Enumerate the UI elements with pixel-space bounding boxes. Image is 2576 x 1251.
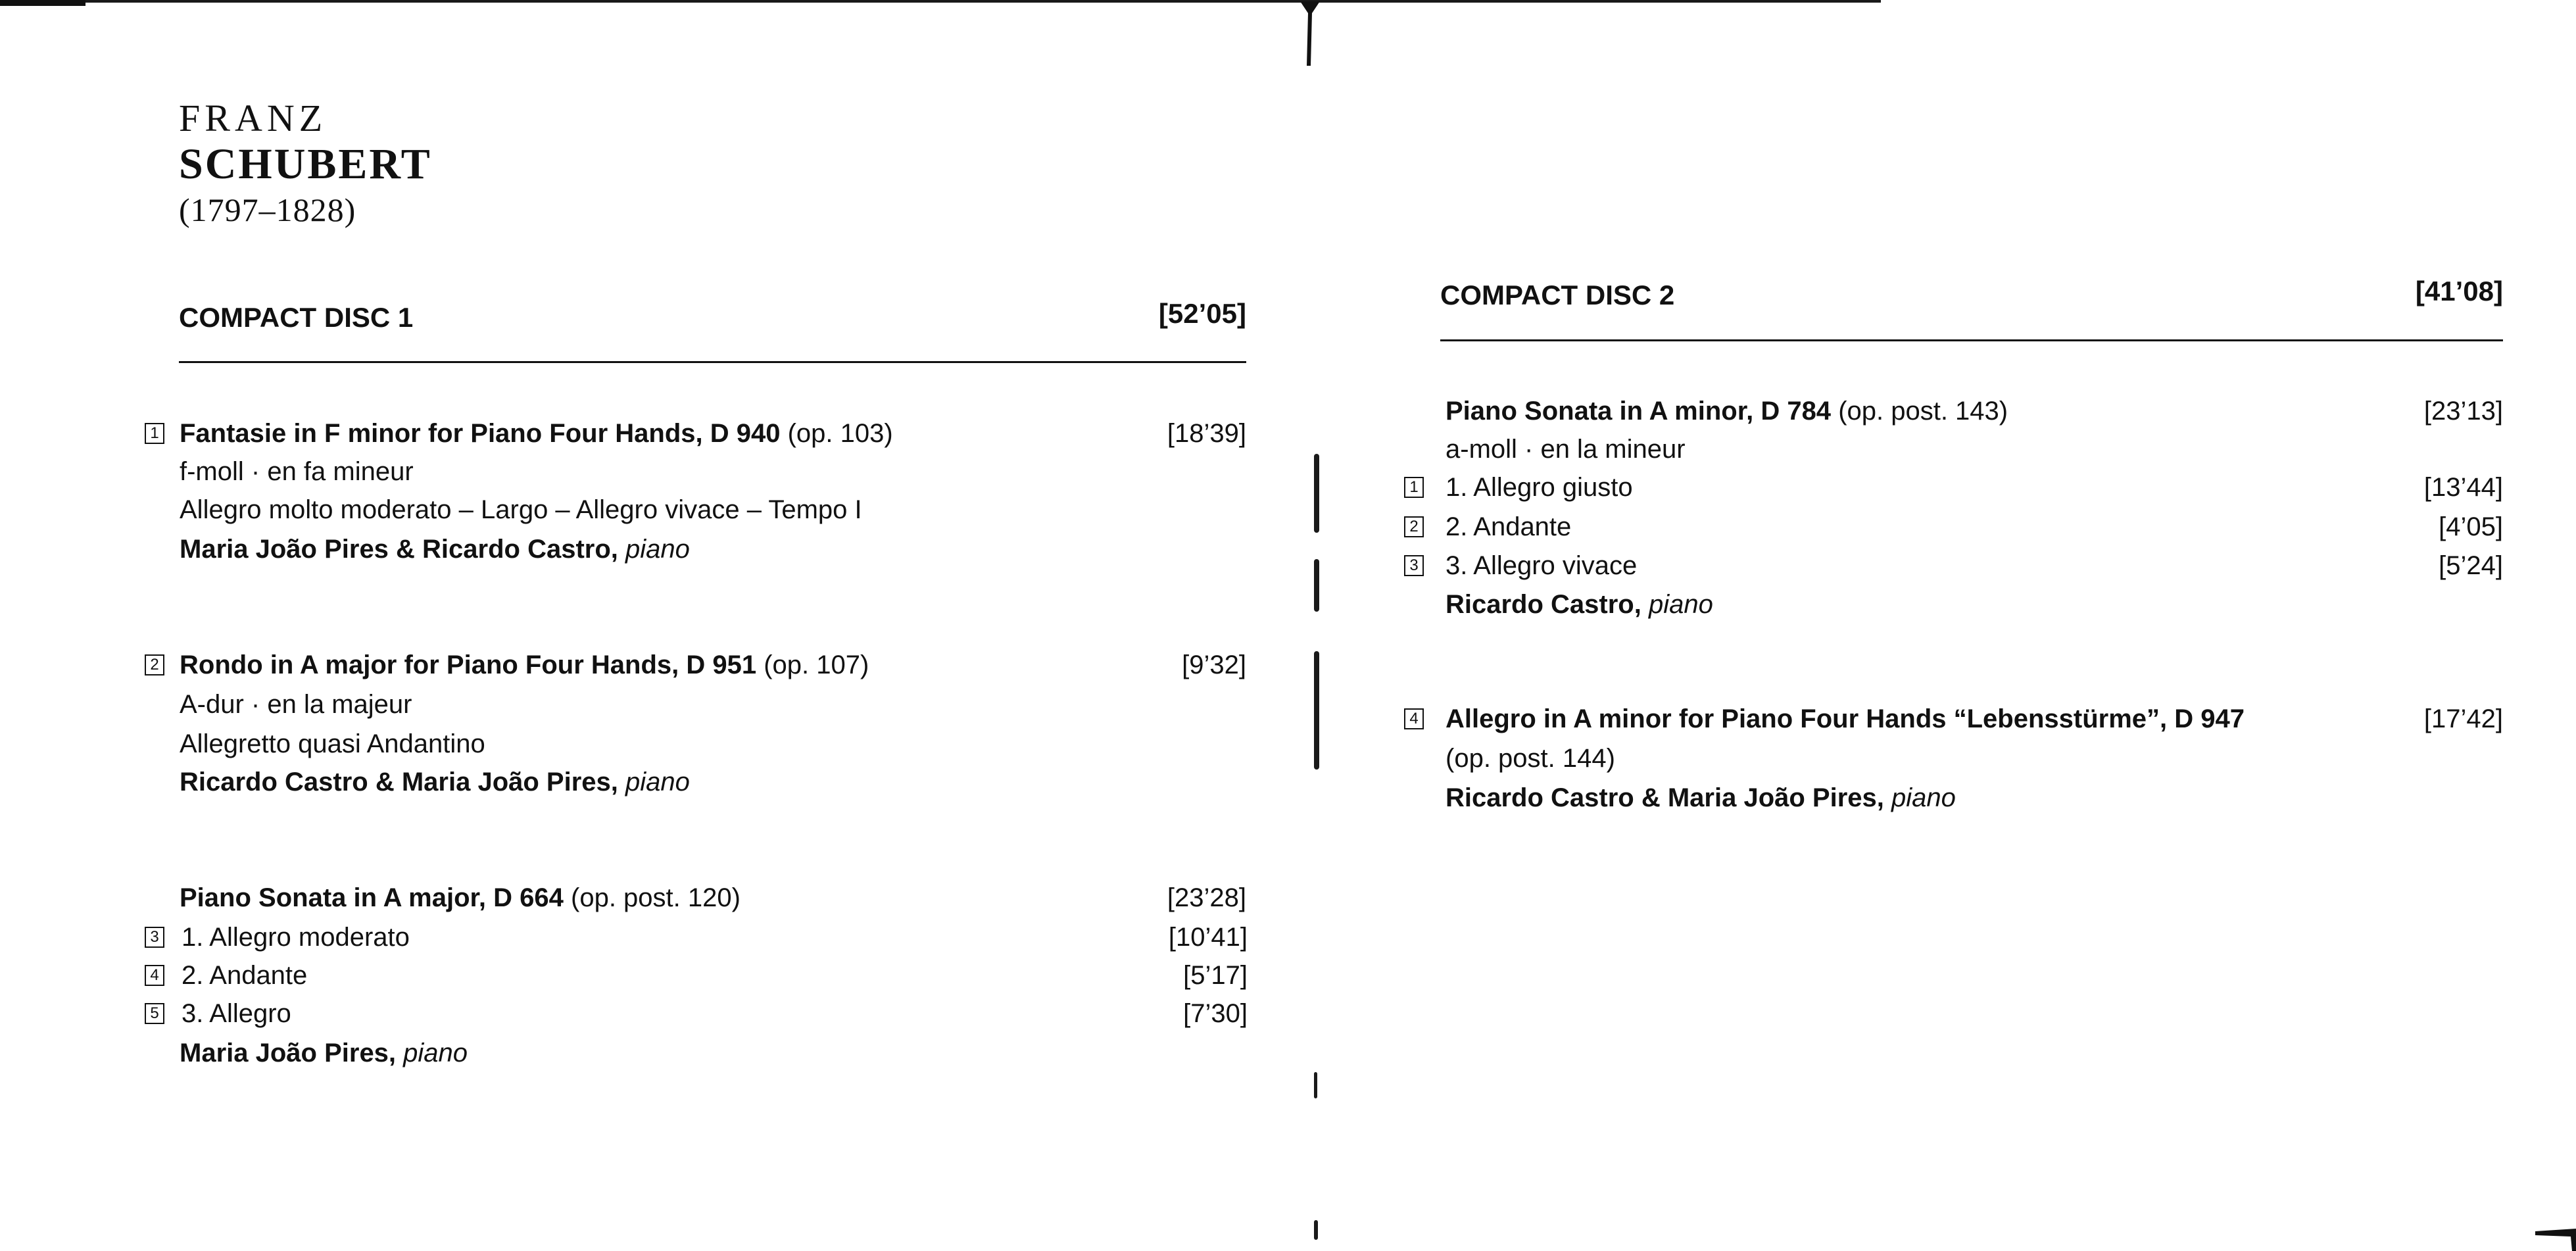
disc1-total: [52’05]	[1158, 298, 1246, 329]
performers: Ricardo Castro,	[1446, 590, 1641, 619]
work-tempo: Allegretto quasi Andantino	[180, 729, 485, 758]
disc1-rule	[179, 361, 1246, 363]
movement-label: 2. Andante	[182, 961, 308, 990]
work-title-line	[180, 881, 741, 914]
work-opus: (op. post. 120)	[571, 883, 741, 912]
work-duration: [23’13]	[2423, 397, 2503, 426]
work-title: Piano Sonata in A major, D 664	[180, 883, 564, 912]
composer-block	[179, 95, 432, 232]
work-duration: [23’28]	[1167, 883, 1246, 912]
work-title	[1446, 702, 2245, 735]
work-performers-line	[1446, 781, 1956, 814]
movement-duration: [4’05]	[2439, 512, 2503, 541]
work-duration: [9’32]	[1182, 650, 1246, 679]
fold-mark	[1314, 1220, 1318, 1240]
composer-last-name: SCHUBERT	[179, 140, 432, 188]
work-title: Piano Sonata in A minor, D 784	[1446, 397, 1832, 426]
instrument: piano	[403, 1039, 468, 1067]
track-number-box: 2	[1404, 516, 1424, 537]
composer-dates: (1797–1828)	[179, 191, 356, 228]
work-key: a-moll · en la mineur	[1446, 435, 1686, 464]
work-performers-line	[180, 533, 690, 566]
corner-mark	[2535, 1229, 2576, 1251]
movement-label: 1. Allegro giusto	[1446, 473, 1633, 502]
work-performers-line	[1446, 588, 1713, 621]
work-title-line	[180, 649, 869, 681]
work-performers-line	[180, 1037, 468, 1069]
movement-duration: [13’44]	[2423, 473, 2503, 502]
track-number-box: 4	[145, 965, 164, 986]
work-title-text: Allegro in A minor for Piano Four Hands “Lebensstürme”, D 947	[1446, 704, 2245, 733]
work-duration: [17’42]	[2423, 704, 2503, 733]
instrument: piano	[1648, 590, 1713, 619]
performers: Maria João Pires,	[180, 1039, 397, 1067]
track-number-box: 1	[1404, 477, 1424, 498]
work-key: f-moll · en fa mineur	[180, 457, 414, 486]
work-title: Fantasie in F minor for Piano Four Hands, D 940	[180, 419, 781, 448]
track-number-box: 3	[145, 927, 164, 948]
fold-mark	[1314, 454, 1319, 533]
work-tempo: Allegro molto moderato – Largo – Allegro vivace – Tempo I	[180, 495, 862, 524]
scan-edge	[0, 0, 1881, 3]
track-number-box: 1	[145, 423, 164, 444]
movement-duration: [7’30]	[1183, 999, 1248, 1028]
performers: Maria João Pires & Ricardo Castro,	[180, 535, 618, 564]
work-title: Rondo in A major for Piano Four Hands, D 951	[180, 650, 757, 679]
work-opus: (op. 107)	[764, 650, 869, 679]
movement-duration: [10’41]	[1168, 923, 1248, 952]
work-performers-line	[180, 766, 690, 798]
performers: Ricardo Castro & Maria João Pires,	[180, 768, 618, 797]
work-title-line	[180, 417, 893, 450]
scan-edge-mark	[0, 0, 85, 6]
instrument: piano	[1891, 783, 1956, 812]
disc2-rule	[1440, 339, 2503, 341]
movement-label: 1. Allegro moderato	[182, 923, 410, 952]
movement-duration: [5’24]	[2439, 551, 2503, 580]
fold-mark	[1299, 0, 1321, 69]
disc2-heading: COMPACT DISC 2	[1440, 280, 1675, 310]
movement-label: 3. Allegro vivace	[1446, 551, 1638, 580]
track-number-box: 4	[1404, 708, 1424, 729]
fold-mark	[1314, 559, 1319, 612]
work-key: A-dur · en la majeur	[180, 690, 412, 719]
track-number-box: 5	[145, 1003, 164, 1024]
work-opus: (op. post. 144)	[1446, 744, 1615, 773]
fold-mark	[1314, 1072, 1317, 1098]
track-number-box: 2	[145, 654, 164, 675]
movement-duration: [5’17]	[1183, 961, 1248, 990]
performers: Ricardo Castro & Maria João Pires,	[1446, 783, 1884, 812]
work-duration: [18’39]	[1167, 419, 1246, 448]
work-opus: (op. post. 143)	[1838, 397, 2008, 426]
movement-label: 2. Andante	[1446, 512, 1572, 541]
track-number-box: 3	[1404, 555, 1424, 576]
instrument: piano	[625, 535, 690, 564]
disc1-heading: COMPACT DISC 1	[179, 302, 414, 333]
instrument: piano	[625, 768, 690, 797]
disc2-total: [41’08]	[2415, 276, 2503, 307]
work-opus: (op. 103)	[787, 419, 893, 448]
fold-mark	[1314, 651, 1319, 770]
movement-label: 3. Allegro	[182, 999, 291, 1028]
composer-first-name: FRANZ	[179, 97, 328, 139]
work-title-line	[1446, 395, 2008, 428]
